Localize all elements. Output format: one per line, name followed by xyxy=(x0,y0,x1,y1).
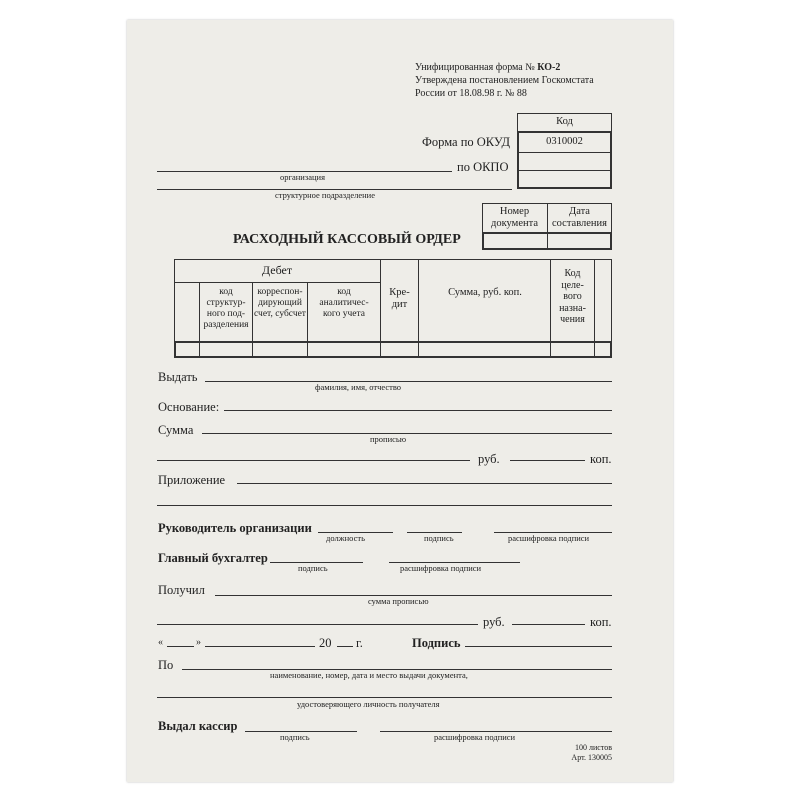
decode-caption: расшифровка подписи xyxy=(508,533,590,543)
basis-label: Основание: xyxy=(158,400,220,414)
rub-label: руб. xyxy=(483,615,505,629)
fio-caption: фамилия, имя, отчество xyxy=(315,382,402,392)
sum-label: Сумма xyxy=(158,423,194,437)
signature-caption: подпись xyxy=(298,563,328,573)
sum-words-caption: сумма прописью xyxy=(368,596,429,606)
quote-open: « xyxy=(158,637,163,648)
organization-caption: организация xyxy=(280,172,325,182)
okpo-label: по ОКПО xyxy=(457,160,509,174)
head-label: Руководитель организации xyxy=(158,521,312,535)
kop-line[interactable] xyxy=(510,460,585,461)
year-line[interactable] xyxy=(337,646,353,647)
attachment-line-2[interactable] xyxy=(157,505,612,506)
attachment-line[interactable] xyxy=(237,483,612,484)
received-kop-line[interactable] xyxy=(512,624,585,625)
signature-caption: подпись xyxy=(280,732,310,742)
okud-value: 0310002 xyxy=(546,136,583,147)
header-line1: Унифицированная форма № КО-2 xyxy=(415,62,561,73)
debet-header: Дебет xyxy=(261,263,293,277)
cashier-label: Выдал кассир xyxy=(158,719,238,733)
year-prefix: 20 xyxy=(319,636,332,650)
header-line3: России от 18.08.98 г. № 88 xyxy=(415,88,527,99)
basis-line[interactable] xyxy=(224,410,612,411)
table-data-row[interactable] xyxy=(174,341,612,358)
propisyu-caption: прописью xyxy=(370,434,407,444)
id-doc-caption: наименование, номер, дата и место выдачи документа, xyxy=(270,670,468,680)
okud-label: Форма по ОКУД xyxy=(422,135,510,149)
received-label: Получил xyxy=(158,583,205,597)
month-line[interactable] xyxy=(205,646,315,647)
kop-label: коп. xyxy=(590,452,612,466)
col-analytic: код аналитичес-кого учета xyxy=(319,287,369,319)
col-subdivision-code: код структур-ного под-разделения xyxy=(203,287,249,330)
sum-line-2[interactable] xyxy=(157,460,470,461)
day-line[interactable] xyxy=(167,646,194,647)
doc-date-header: Дата составления xyxy=(552,206,607,229)
page-title: РАСХОДНЫЙ КАССОВЫЙ ОРДЕР xyxy=(233,232,461,247)
subdivision-caption: структурное подразделение xyxy=(275,190,375,200)
col-sum: Сумма, руб. коп. xyxy=(448,287,522,298)
signature-caption: подпись xyxy=(424,533,454,543)
vydat-label: Выдать xyxy=(158,370,198,384)
col-credit: Кре-дит xyxy=(389,287,410,310)
header-line2: Утверждена постановлением Госкомстата xyxy=(415,75,594,86)
rub-label: руб. xyxy=(478,452,500,466)
received-line-2[interactable] xyxy=(157,624,478,625)
article-number: Арт. 130005 xyxy=(571,753,612,762)
position-caption: должность xyxy=(326,533,365,543)
attachment-label: Приложение xyxy=(158,473,226,487)
chief-label: Главный бухгалтер xyxy=(158,551,268,565)
decode-caption: расшифровка подписи xyxy=(400,563,482,573)
sheets-count: 100 листов xyxy=(575,743,612,752)
col-purpose-code: Код целе-вого назна-чения xyxy=(559,268,586,325)
decode-caption: расшифровка подписи xyxy=(434,732,516,742)
id-doc-line-2[interactable] xyxy=(157,697,612,698)
year-suffix: г. xyxy=(356,636,363,650)
quote-close: » xyxy=(196,637,201,648)
id-doc-caption-2: удостоверяющего личность получателя xyxy=(297,699,440,709)
signature-label: Подпись xyxy=(412,636,461,650)
received-signature-line[interactable] xyxy=(465,646,612,647)
sum-line[interactable] xyxy=(202,433,612,434)
col-account: корреспон-дирующий счет, субсчет xyxy=(254,287,306,319)
po-label: По xyxy=(158,658,174,672)
recipient-line[interactable] xyxy=(205,381,612,382)
doc-number-header: Номер документа xyxy=(491,206,538,229)
code-header: Код xyxy=(556,116,573,127)
kop-label: коп. xyxy=(590,615,612,629)
